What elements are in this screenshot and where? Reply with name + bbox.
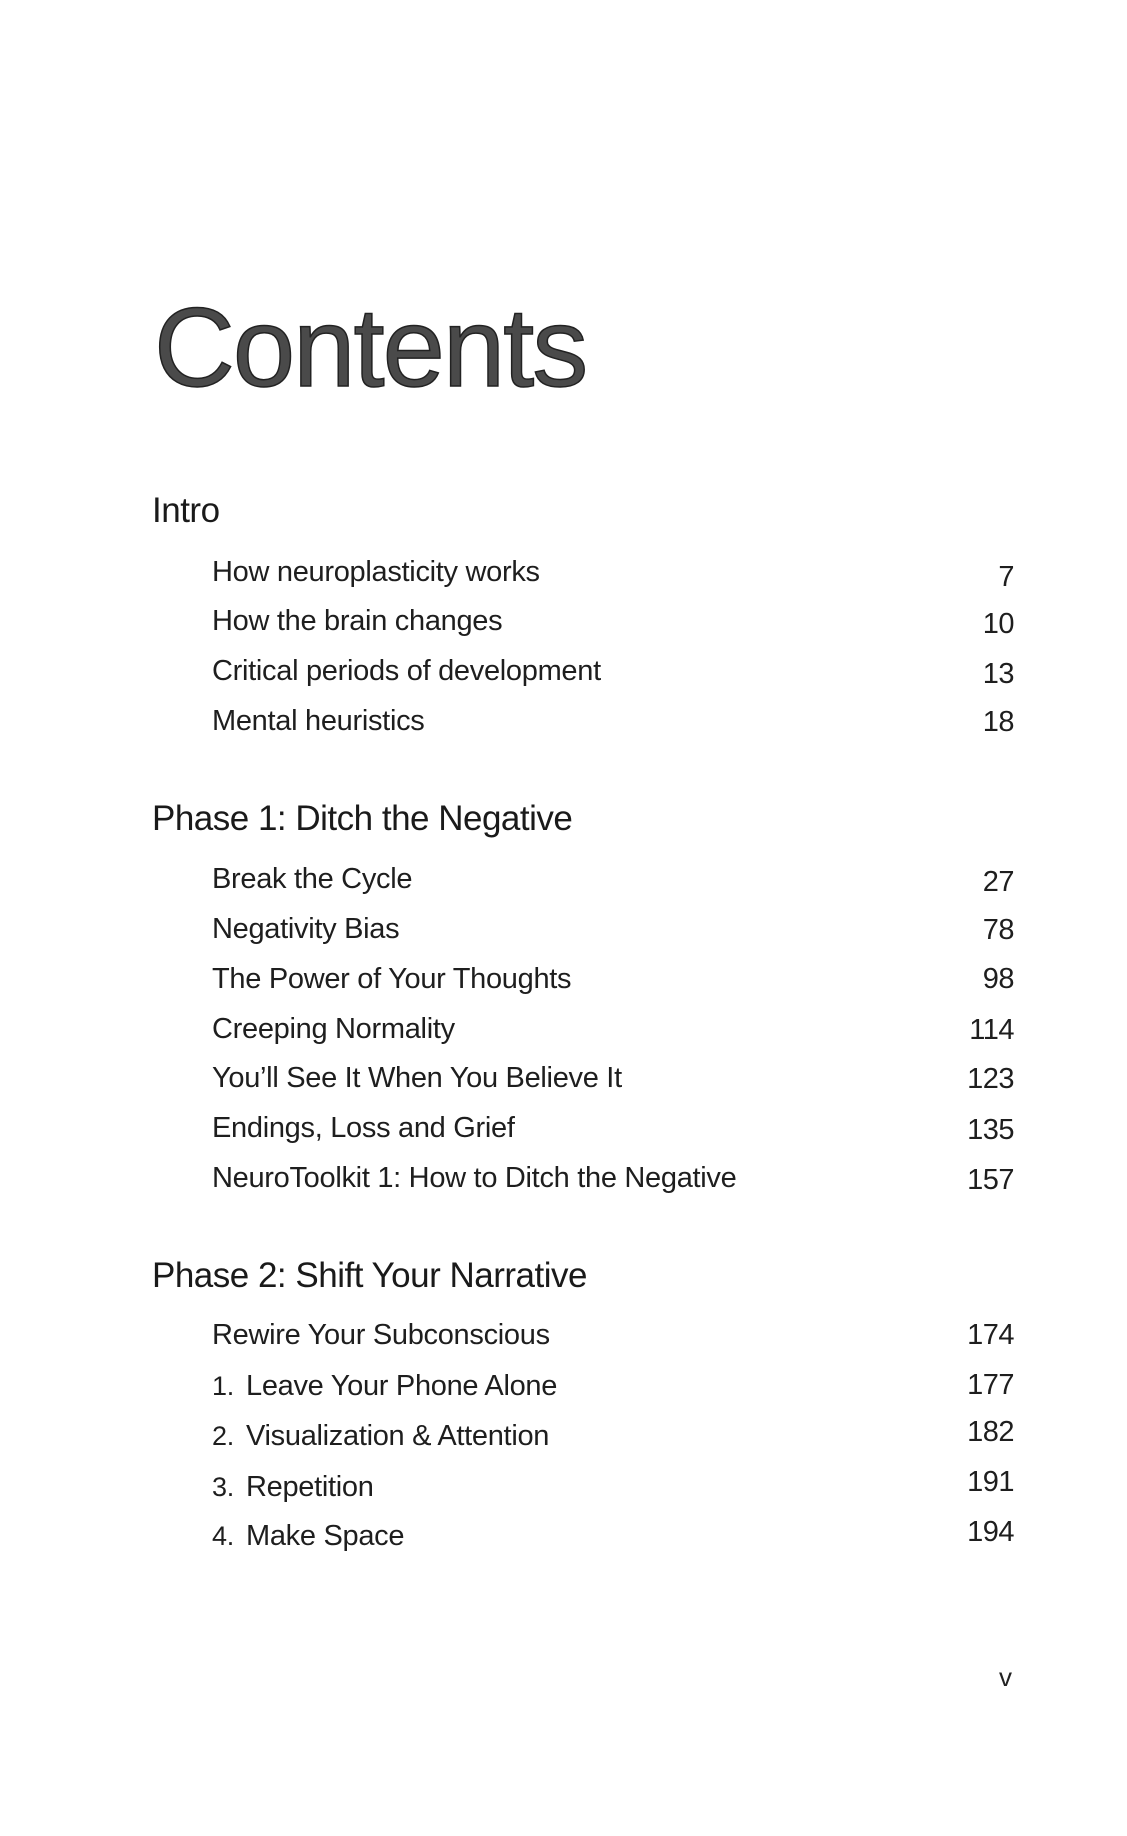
toc-page-number: 135 xyxy=(967,1114,1014,1146)
toc-entry-index: 2. xyxy=(212,1421,234,1451)
toc-entry: Rewire Your Subconscious xyxy=(212,1319,550,1351)
section-heading-phase-1: Phase 1: Ditch the Negative xyxy=(152,799,573,838)
toc-page-number: 7 xyxy=(998,561,1014,593)
toc-page-number: 13 xyxy=(982,658,1014,690)
toc-page-number: 174 xyxy=(967,1319,1014,1351)
toc-entry-label: Repetition xyxy=(246,1471,374,1503)
toc-page-number: 157 xyxy=(967,1164,1014,1196)
toc-entry xyxy=(212,1473,374,1502)
page-title: Contents xyxy=(154,285,587,410)
toc-page-number: 78 xyxy=(982,914,1014,946)
toc-entry-label: Make Space xyxy=(246,1520,405,1552)
toc-page-number: 18 xyxy=(982,706,1014,738)
toc-page-number: 10 xyxy=(982,608,1014,640)
toc-entry: How the brain changes xyxy=(212,605,503,637)
toc-page-number: 182 xyxy=(967,1416,1014,1448)
toc-entry-label: Visualization & Attention xyxy=(246,1420,550,1452)
toc-entry: Creeping Normality xyxy=(212,1013,455,1045)
toc-page-number: 177 xyxy=(967,1369,1014,1401)
toc-entry xyxy=(212,1522,404,1551)
toc-entry-index: 1. xyxy=(212,1371,234,1401)
toc-entry: The Power of Your Thoughts xyxy=(212,963,572,995)
toc-page-number: 194 xyxy=(967,1516,1014,1548)
toc-entry: You’ll See It When You Believe It xyxy=(212,1062,622,1094)
toc-entry: Endings, Loss and Grief xyxy=(212,1112,515,1144)
toc-page-number: 27 xyxy=(982,866,1014,898)
toc-entry-label: Leave Your Phone Alone xyxy=(246,1370,558,1402)
toc-page-number: 123 xyxy=(967,1063,1014,1095)
toc-entry: NeuroToolkit 1: How to Ditch the Negative xyxy=(212,1162,737,1194)
toc-entry: How neuroplasticity works xyxy=(212,556,540,588)
toc-entry: Critical periods of development xyxy=(212,655,601,687)
toc-entry-index: 3. xyxy=(212,1472,234,1502)
section-heading-intro: Intro xyxy=(152,491,220,530)
toc-page-number: 114 xyxy=(969,1014,1014,1046)
toc-entry xyxy=(212,1422,549,1451)
toc-entry: Negativity Bias xyxy=(212,913,400,945)
section-heading-phase-2: Phase 2: Shift Your Narrative xyxy=(152,1256,587,1295)
toc-page-number: 98 xyxy=(982,963,1014,995)
page-folio: v xyxy=(999,1662,1012,1692)
toc-entry-index: 4. xyxy=(212,1521,234,1551)
toc-page-number: 191 xyxy=(967,1466,1014,1498)
toc-entry xyxy=(212,1372,557,1401)
toc-entry: Mental heuristics xyxy=(212,705,425,737)
toc-entry: Break the Cycle xyxy=(212,863,413,895)
